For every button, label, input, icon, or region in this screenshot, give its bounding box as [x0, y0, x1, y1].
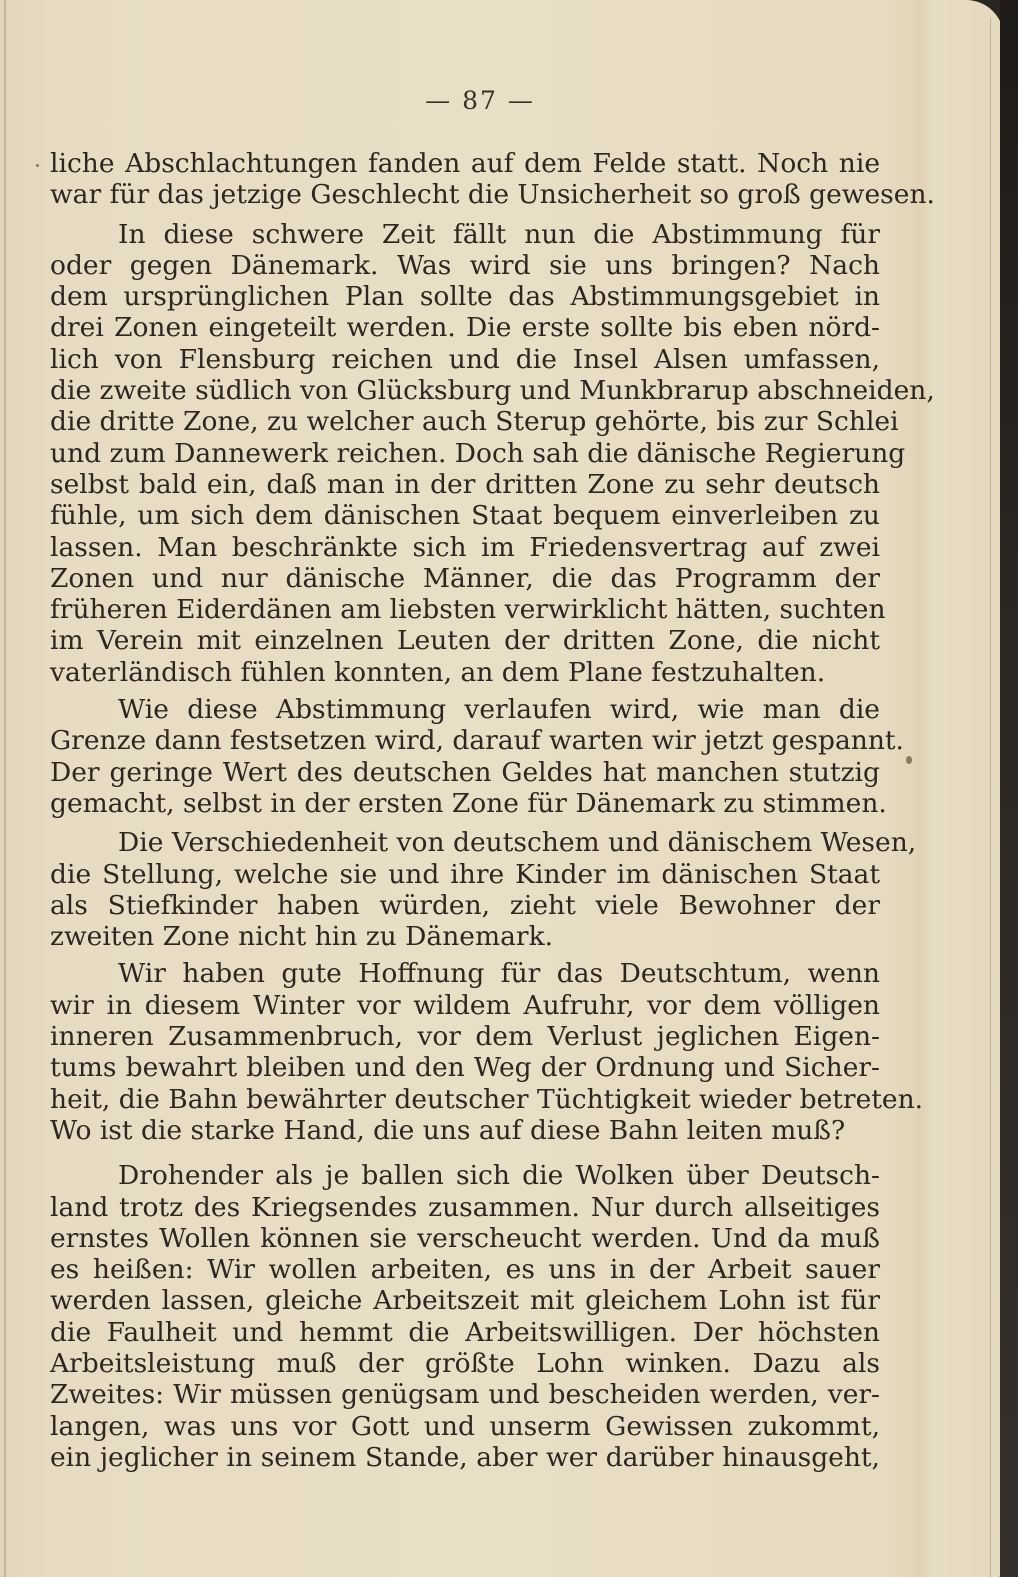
text-line: gemacht, selbst in der ersten Zone für Dänemark zu stimmen.: [50, 787, 887, 819]
text-line: Wo ist die starke Hand, die uns auf diese Bahn leiten muß?: [50, 1114, 846, 1146]
text-line: Zonen und nur dänische Männer, die das Programm der: [50, 562, 880, 594]
text-line: Der geringe Wert des deutschen Geldes hat manchen stutzig: [50, 756, 880, 788]
text-line: Drohender als je ballen sich die Wolken über Deutsch-: [118, 1160, 880, 1192]
text-line: die dritte Zone, zu welcher auch Sterup gehörte, bis zur Schlei: [50, 406, 899, 438]
text-line: als Stiefkinder haben würden, zieht viele Bewohner der: [50, 889, 880, 921]
text-line: früheren Eiderdänen am liebsten verwirklicht hätten, suchten: [50, 594, 886, 626]
text-line: werden lassen, gleiche Arbeitszeit mit gleichem Lohn ist für: [50, 1285, 880, 1317]
text-line: es heißen: Wir wollen arbeiten, es uns in der Arbeit sauer: [50, 1254, 880, 1286]
text-line: Zweites: Wir müssen genügsam und bescheiden werden, ver-: [50, 1379, 880, 1411]
text-line: ein jeglicher in seinem Stande, aber wer darüber hinausgeht,: [50, 1441, 880, 1473]
text-line: im Verein mit einzelnen Leuten der dritten Zone, die nicht: [50, 625, 880, 657]
text-line: Wir haben gute Hoffnung für das Deutschtum, wenn: [118, 958, 880, 990]
paper-speck: [36, 164, 39, 167]
paper-speck: [906, 756, 912, 764]
text-line: dem ursprünglichen Plan sollte das Abstimmungsgebiet in: [50, 281, 880, 313]
text-line: fühle, um sich dem dänischen Staat bequem einverleiben zu: [50, 500, 880, 532]
text-line: vaterländisch fühlen konnten, an dem Plane festzuhalten.: [50, 656, 826, 688]
text-line: land trotz des Kriegsendes zusammen. Nur durch allseitiges: [50, 1191, 880, 1223]
text-line: lich von Flensburg reichen und die Insel Alsen umfassen,: [50, 343, 880, 375]
paragraph: [50, 1160, 880, 1473]
text-line: wir in diesem Winter vor wildem Aufruhr, vor dem völligen: [50, 989, 880, 1021]
text-line: heit, die Bahn bewährter deutscher Tüchtigkeit wieder betreten.: [50, 1083, 924, 1115]
text-line: tums bewahrt bleiben und den Weg der Ordnung und Sicher-: [50, 1052, 880, 1084]
text-line: langen, was uns vor Gott und unserm Gewissen zukommt,: [50, 1410, 880, 1442]
text-line: Die Verschiedenheit von deutschem und dänischem Wesen,: [118, 827, 917, 859]
text-line: war für das jetzige Geschlecht die Unsicherheit so groß gewesen.: [50, 179, 935, 211]
page-number: — 87 —: [425, 86, 535, 115]
text-line: zweiten Zone nicht hin zu Dänemark.: [50, 921, 554, 953]
text-line: liche Abschlachtungen fanden auf dem Felde statt. Noch nie: [50, 148, 880, 179]
text-line: die Stellung, welche sie und ihre Kinder im dänischen Staat: [50, 858, 880, 890]
paragraph: [50, 958, 924, 1146]
text-line: lassen. Man beschränkte sich im Friedensvertrag auf zwei: [50, 531, 880, 563]
text-line: und zum Dannewerk reichen. Doch sah die dänische Regierung: [50, 437, 906, 469]
text-line: oder gegen Dänemark. Was wird sie uns bringen? Nach: [50, 249, 880, 281]
text-line: Wie diese Abstimmung verlaufen wird, wie man die: [118, 694, 880, 726]
text-line: die zweite südlich von Glücksburg und Munkbrarup abschneiden,: [50, 375, 935, 407]
text-line: Grenze dann festsetzen wird, darauf warten wir jetzt gespannt.: [50, 725, 904, 757]
text-line: die Faulheit und hemmt die Arbeitswilligen. Der höchsten: [50, 1316, 880, 1348]
text-line: drei Zonen eingeteilt werden. Die erste sollte bis eben nörd-: [50, 312, 880, 344]
scan-background-edge: [1000, 0, 1018, 1577]
paragraph: [50, 694, 904, 819]
text-line: ernstes Wollen können sie verscheucht werden. Und da muß: [50, 1222, 880, 1254]
text-line: Arbeitsleistung muß der größte Lohn winken. Dazu als: [50, 1347, 880, 1379]
paragraph: [50, 827, 917, 953]
paragraph: [50, 148, 935, 211]
text-line: In diese schwere Zeit fällt nun die Abstimmung für: [118, 218, 880, 250]
text-line: selbst bald ein, daß man in der dritten Zone zu sehr deutsch: [50, 468, 880, 500]
text-line: inneren Zusammenbruch, vor dem Verlust jeglichen Eigen-: [50, 1021, 880, 1053]
paragraph: [50, 218, 935, 688]
body-text: [50, 148, 935, 1473]
